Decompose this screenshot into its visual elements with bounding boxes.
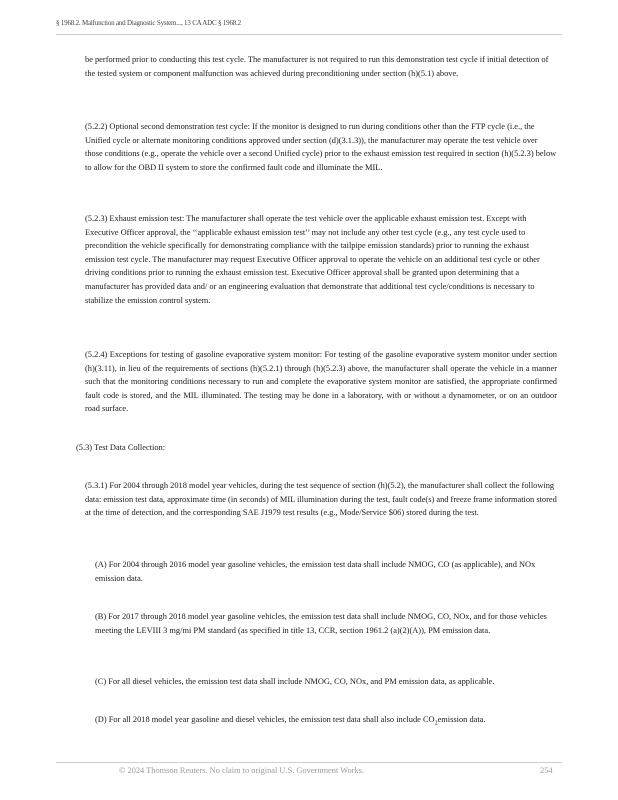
- section-heading-5-3: (5.3) Test Data Collection:: [76, 443, 166, 452]
- footer-divider: [56, 762, 562, 763]
- paragraph-5-2-2: (5.2.2) Optional second demonstration test cycle: If the monitor is designed to run during conditions other than the FTP cycle (i.e., the Unified cycle or alternate monitoring conditions approved under section (d)(3.1.3)), the manufacturer may operate the test vehicle over those conditions (e.g., operate the vehicle over a second Unified cycle) prior to the exhaust emission test required in section (h)(5.2.3) below to allow for the OBD II system to store the confirmed fault code and illuminate the MIL.: [85, 122, 557, 172]
- running-header: § 1968.2. Malfunction and Diagnostic System..., 13 CA ADC § 1968.2: [56, 19, 241, 27]
- paragraph-5-2-4: (5.2.4) Exceptions for testing of gasoline evaporative system monitor: For testing of the gasoline evaporative system monitor under section (h)(3.11), in lieu of the requirements of sections (h)(5.2.1) through (h)(5.2.3) above, the manufacturer shall operate the vehicle in a manner such that the monitoring conditions necessary to run and complete the evaporative system monitor are satisfied, the appropriate confirmed fault code is stored, and the MIL illuminated. The testing may be done in a laboratory, with or without a dynamometer, or on an outdoor road surface.: [85, 350, 557, 414]
- header-divider: [56, 34, 562, 35]
- paragraph-a: (A) For 2004 through 2016 model year gasoline vehicles, the emission test data shall include NMOG, CO (as applicable), and NOx emission data.: [95, 560, 536, 583]
- page-number: 254: [540, 766, 553, 775]
- footer-copyright: © 2024 Thomson Reuters. No claim to original U.S. Government Works.: [119, 766, 364, 775]
- paragraph-b: (B) For 2017 through 2018 model year gasoline vehicles, the emission test data shall include NMOG, CO, NOx, and for those vehicles meeting the LEVIII 3 mg/mi PM standard (as specified in title 13, CCR, section 1961.2 (a)(2)(A)), PM emission data.: [95, 612, 547, 635]
- paragraph-5-2-3: (5.2.3) Exhaust emission test: The manufacturer shall operate the test vehicle over the applicable exhaust emission test. Except with Executive Officer approval, the ‘‘applicable exhaust emission test’’ may not include any other test cycle (e.g., any test cycle used to precondition the vehicle specifically for demonstrating compliance with the tailpipe emission standards) prior to running the exhaust emission test cycle. The manufacturer may request Executive Officer approval to operate the vehicle on an additional test cycle or other driving conditions prior to running the exhaust emission test. Executive Officer approval shall be granted upon determining that a manufacturer has provided data and/ or an engineering evaluation that demonstrate that additional test cycle/conditions is necessary to stabilize the emission control system.: [85, 214, 540, 305]
- paragraph-d-suffix: emission data.: [437, 715, 486, 724]
- paragraph-c: (C) For all diesel vehicles, the emission test data shall include NMOG, CO, NOx, and PM emission data, as applicable.: [95, 677, 495, 686]
- paragraph-d: [95, 713, 581, 731]
- subscript-2: 2: [434, 720, 438, 727]
- paragraph-d-text: (D) For all 2018 model year gasoline and diesel vehicles, the emission test data shall also include CO: [95, 715, 435, 724]
- paragraph-intro: be performed prior to conducting this test cycle. The manufacturer is not required to run this demonstration test cycle if initial detection of the tested system or component malfunction was achieved during preconditioning under section (h)(5.1) above.: [85, 55, 549, 78]
- paragraph-5-3-1: (5.3.1) For 2004 through 2018 model year vehicles, during the test sequence of section (h)(5.2), the manufacturer shall collect the following data: emission test data, approximate time (in seconds) of MIL illumination during the test, fault code(s) and freeze frame information stored at the time of detection, and the corresponding SAE J1979 test results (e.g., Mode/Service $06) stored during the test.: [85, 481, 557, 518]
